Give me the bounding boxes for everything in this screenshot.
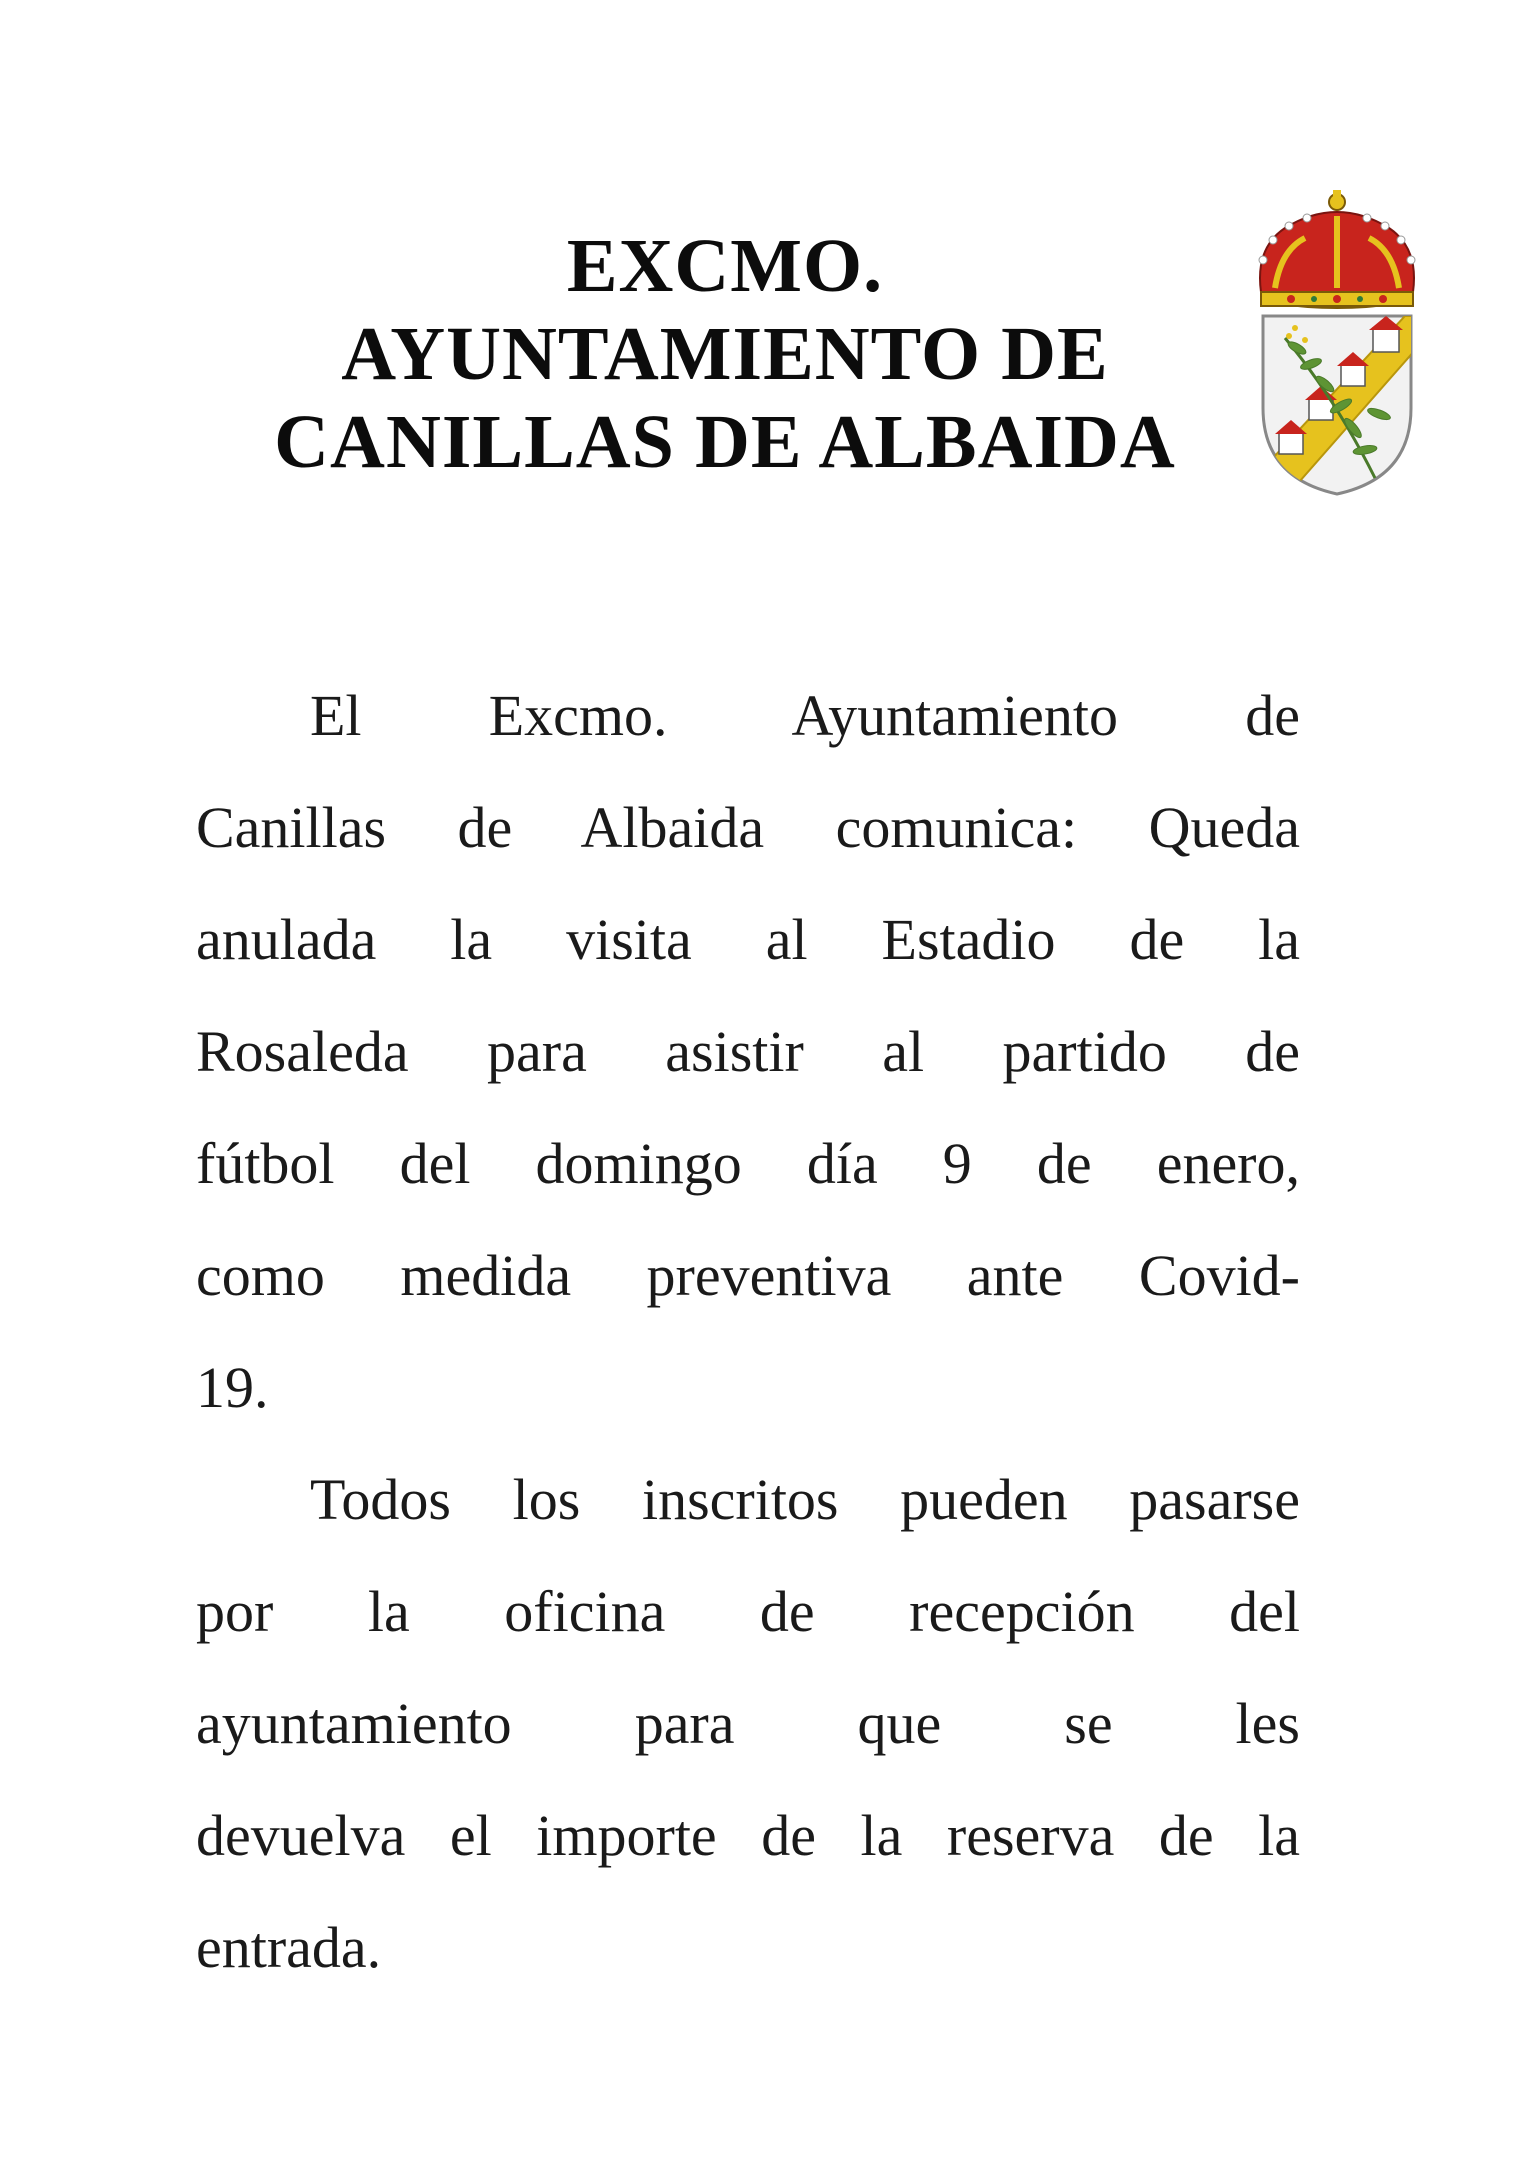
notice-body — [196, 660, 1300, 2004]
paragraph-1 — [196, 660, 1300, 1444]
text-line: anulada la visita al Estadio de la — [196, 907, 1300, 972]
text-line: Todos los inscritos pueden pasarse — [310, 1467, 1300, 1532]
page-title — [240, 222, 1210, 486]
text-line: Rosaleda para asistir al partido de — [196, 1019, 1300, 1084]
crown-icon — [1259, 190, 1415, 308]
coat-of-arms-icon — [1245, 188, 1430, 498]
text-line: 19. — [196, 1355, 269, 1420]
text-line: fútbol del domingo día 9 de enero, — [196, 1131, 1300, 1196]
title-line-3: CANILLAS DE ALBAIDA — [274, 400, 1176, 484]
text-line: El Excmo. Ayuntamiento de — [310, 683, 1300, 748]
title-line-2: AYUNTAMIENTO DE — [341, 312, 1109, 396]
text-line: ayuntamiento para que se les — [196, 1691, 1300, 1756]
text-line: como medida preventiva ante Covid- — [196, 1243, 1300, 1308]
text-line: por la oficina de recepción del — [196, 1579, 1300, 1644]
title-line-1: EXCMO. — [566, 224, 884, 308]
text-line: devuelva el importe de la reserva de la — [196, 1803, 1300, 1868]
text-line: Canillas de Albaida comunica: Queda — [196, 795, 1300, 860]
paragraph-2 — [196, 1444, 1300, 2004]
shield-icon — [1245, 316, 1430, 498]
text-line: entrada. — [196, 1915, 382, 1980]
